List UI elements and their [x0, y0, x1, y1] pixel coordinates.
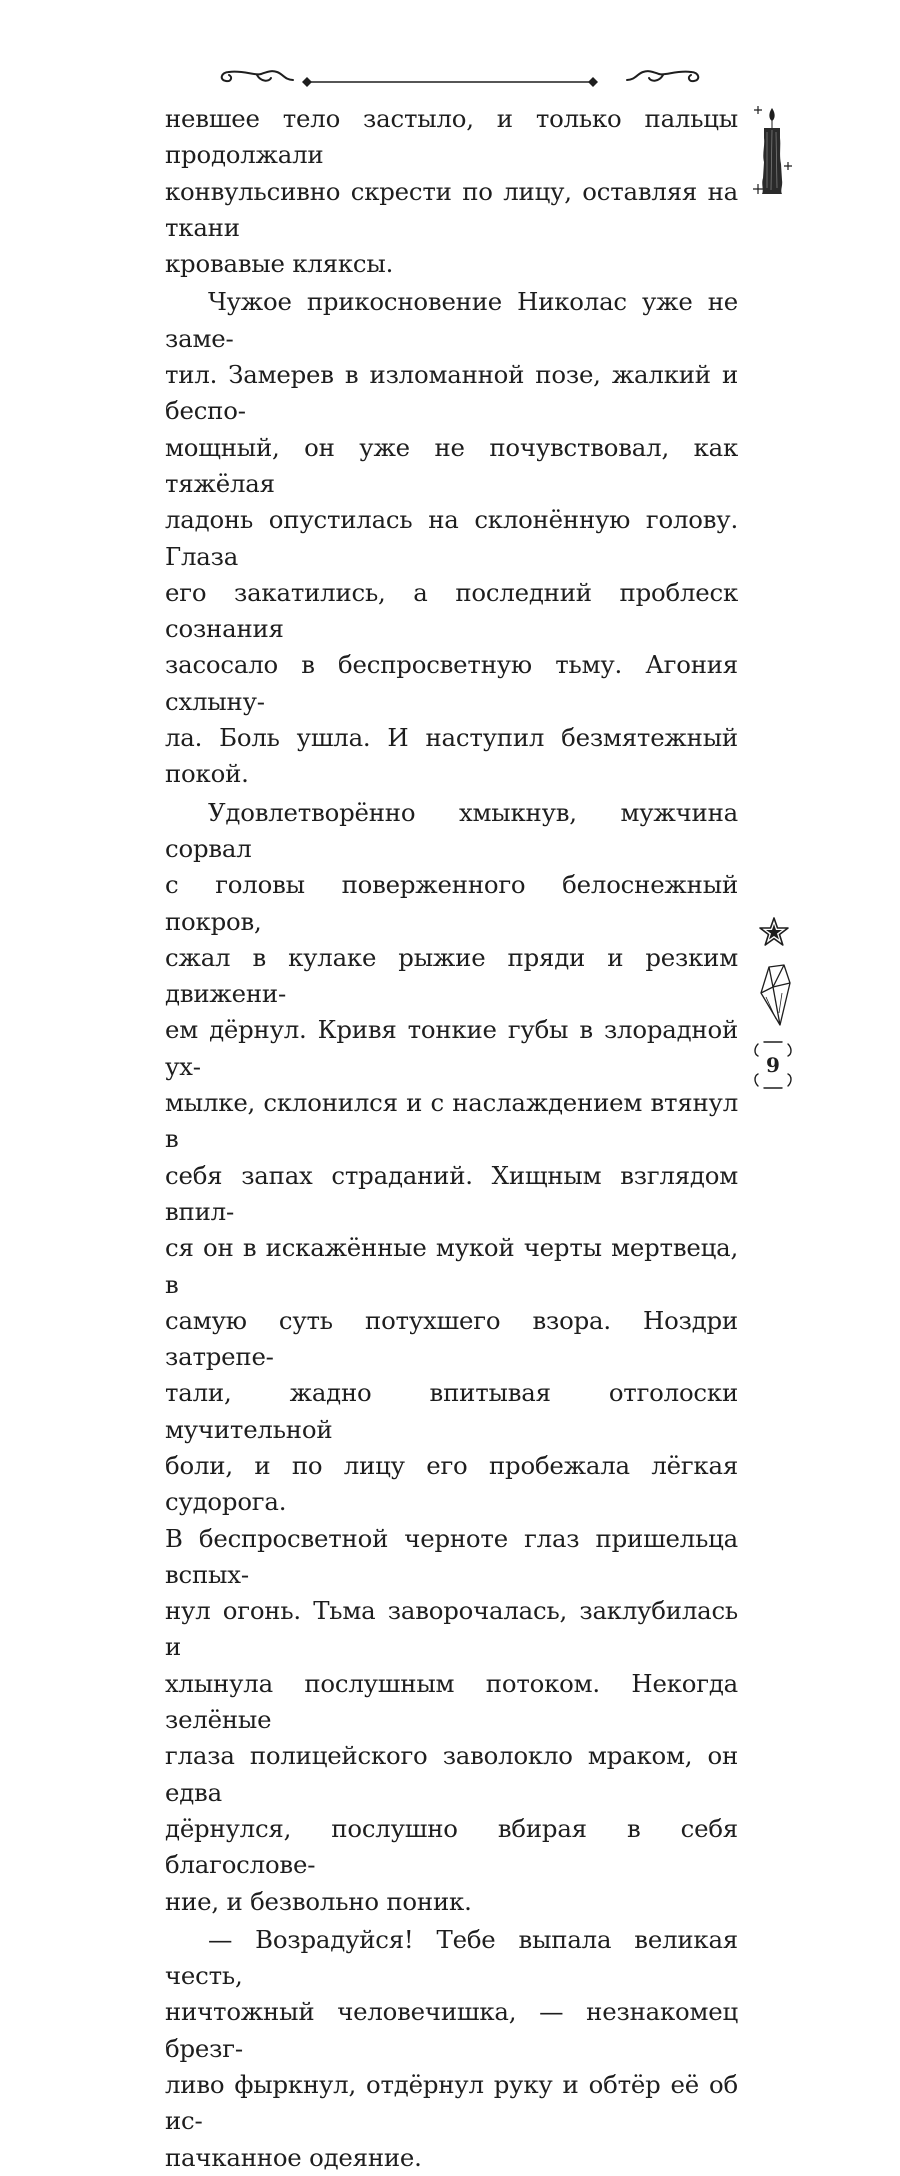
page-number: [750, 1040, 796, 1090]
text-line-wrap: [165, 1593, 738, 1666]
text-line: глаза полицейского заволокло мраком, он едва: [165, 1741, 738, 1807]
candle-icon: [752, 98, 792, 198]
text-line: ничтожный человечишка, — незнакомец брезг-: [165, 1997, 738, 2063]
text-line-wrap: [165, 720, 738, 793]
text-line: нул огонь. Тьма заворочалась, заклубилась и: [165, 1596, 738, 1662]
text-line-wrap: [165, 1230, 738, 1303]
text-line: В беспросветной черноте глаз пришельца вспых-: [165, 1523, 738, 1589]
text-line: кровавые кляксы.: [165, 249, 394, 279]
text-line: конвульсивно скрести по лицу, оставляя на ткани: [165, 176, 738, 242]
text-line-wrap: [165, 246, 738, 282]
flourish-divider-icon: [215, 58, 705, 98]
text-line: Удовлетворённо хмыкнув, мужчина сорвал: [165, 797, 738, 863]
text-line-wrap: [165, 1738, 738, 1811]
text-line: засосало в беспросветную тьму. Агония схлыну-: [165, 650, 738, 716]
text-line-wrap: [165, 575, 738, 648]
text-line-wrap: [165, 430, 738, 503]
paragraph-4: [165, 1922, 738, 1995]
text-line: невшее тело застыло, и только пальцы продолжали: [165, 104, 738, 170]
star-icon: [757, 915, 791, 949]
text-line-wrap: [165, 867, 738, 940]
text-line: мощный, он уже не почувствовал, как тяжёлая: [165, 432, 738, 498]
text-line-wrap: [165, 1994, 738, 2067]
text-line: ние, и безвольно поник.: [165, 1886, 472, 1916]
text-line: ем дёрнул. Кривя тонкие губы в злорадной ух-: [165, 1015, 738, 1081]
text-line: боли, и по лицу его пробежала лёгкая судорога.: [165, 1450, 738, 1517]
text-line-wrap: [165, 1085, 738, 1158]
text-line-wrap: [165, 1666, 738, 1739]
text-line: Чужое прикосновение Николас уже не заме-: [165, 287, 738, 353]
text-line-wrap: [165, 174, 738, 247]
text-line-wrap: [165, 1811, 738, 1884]
text-line: тали, жадно впитывая отголоски мучительной: [165, 1378, 738, 1444]
text-line-wrap: [165, 1012, 738, 1085]
text-line: хлынула послушным потоком. Некогда зелёные: [165, 1668, 738, 1735]
text-line: тил. Замерев в изломанной позе, жалкий и беспо-: [165, 360, 738, 426]
text-line-wrap: [165, 1375, 738, 1448]
text-line: с головы поверженного белоснежный покров,: [165, 870, 738, 936]
text-line-wrap: [165, 1521, 738, 1594]
text-line: пачканное одеяние.: [165, 2142, 422, 2172]
text-line-wrap: [165, 2067, 738, 2140]
text-line: мылке, склонился и с наслаждением втянул в: [165, 1088, 738, 1154]
text-line-wrap: [165, 1884, 738, 1920]
text-line: самую суть потухшего взора. Ноздри затрепе-: [165, 1305, 738, 1372]
text-line: дёрнулся, послушно вбирая в себя благослове-: [165, 1813, 738, 1880]
text-line-wrap: [165, 940, 738, 1013]
paragraph-3: [165, 795, 738, 868]
text-line-wrap: [165, 2140, 738, 2176]
text-line-wrap: [165, 1448, 738, 1521]
text-line: ладонь опустилась на склонённую голову. Глаза: [165, 505, 738, 571]
text-line-wrap: [165, 1158, 738, 1231]
paragraph-2: [165, 284, 738, 357]
text-line: — Возрадуйся! Тебе выпала великая честь,: [165, 1924, 738, 1991]
text-line-wrap: [165, 357, 738, 430]
paragraph-1: [165, 101, 738, 174]
body-text: [165, 101, 738, 2176]
crystal-icon: [758, 963, 792, 1029]
text-line: ливо фыркнул, отдёрнул руку и обтёр её об ис-: [165, 2070, 738, 2136]
text-line-wrap: [165, 647, 738, 720]
text-line: его закатились, а последний проблеск сознания: [165, 577, 738, 644]
text-line: сжал в кулаке рыжие пряди и резким движени-: [165, 942, 738, 1009]
text-line-wrap: [165, 1303, 738, 1376]
text-line: себя запах страданий. Хищным взглядом впил-: [165, 1160, 738, 1226]
text-line-wrap: [165, 502, 738, 575]
page-number-text: 9: [766, 1053, 780, 1077]
text-line: ла. Боль ушла. И наступил безмятежный покой.: [165, 723, 738, 789]
text-line: ся он в искажённые мукой черты мертвеца, в: [165, 1233, 738, 1299]
